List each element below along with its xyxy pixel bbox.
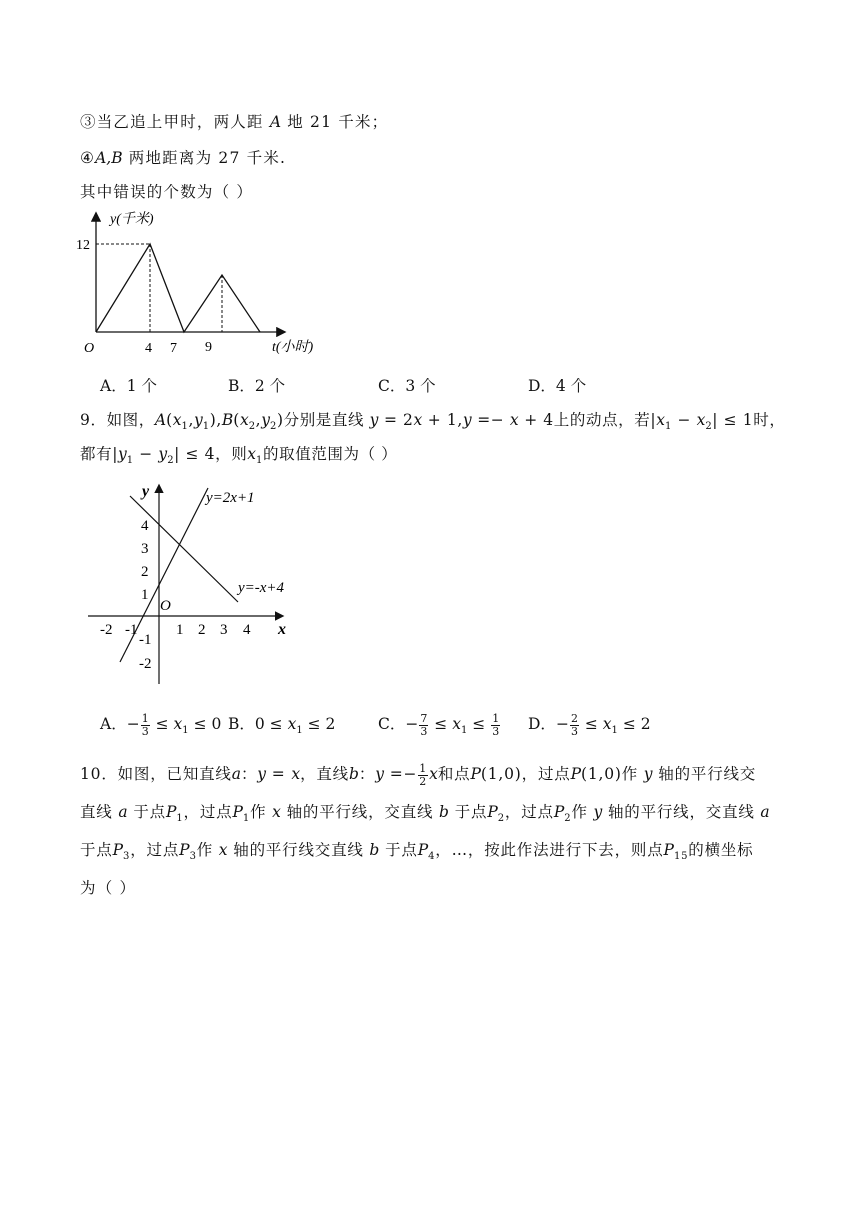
- q8-statement-3: ③当乙追上甲时，两人距 A 地 21 千米；: [80, 113, 389, 131]
- q9-option-d[interactable]: D．− $\frac{2}{3}$ ≤ $x_1 \le 2$: [528, 711, 651, 738]
- q8-x-label: t(小时): [272, 340, 314, 355]
- q8-option-a[interactable]: A．1 个: [100, 377, 157, 395]
- q8-origin: O: [84, 341, 95, 356]
- q9-x-tick-1: 1: [176, 622, 184, 638]
- q8-y-label: y(千米): [110, 212, 154, 227]
- q8-statement-4: ④A,B 两地距离为 27 千米.: [80, 149, 287, 167]
- q9-line-1: 9．如图，$A(x_1,y_1),B(x_2,y_2)$分别是直线 y = 2x + 1,y =− x + 4上的动点，若$|x_1 - x_2| \le 1$时，: [80, 411, 786, 433]
- q9-line-2: 都有$|y_1 - y_2| \le 4$，则$x_1$的取值范围为（ ）: [80, 445, 398, 467]
- q9-x-axis-label: x: [278, 621, 286, 638]
- q9-y-tick-neg2: -2: [139, 656, 152, 672]
- q9-x-tick-neg1: -1: [125, 622, 138, 638]
- q9-option-a[interactable]: A．− $\frac{1}{3}$ ≤ $x_1 \le 0$: [100, 711, 222, 738]
- q8-x-tick-4: 4: [145, 341, 152, 356]
- q8-option-d[interactable]: D．4 个: [528, 377, 587, 395]
- q9-origin: O: [160, 598, 171, 614]
- q8-x-tick-7: 7: [170, 341, 177, 356]
- q8-x-tick-9: 9: [205, 340, 212, 355]
- q10-line-1: 10．如图，已知直线a：y = x，直线b：y =− $\frac{1}{2}$ x和点P(1,0)，过点P(1,0)作 y 轴的平行线交: [80, 761, 757, 788]
- q9-option-b[interactable]: B．$0 \le x_1 \le 2$: [228, 715, 336, 737]
- q9-lines-graph: [82, 476, 312, 691]
- q10-line-3: 于点$P_3$，过点$P_3$作 x 轴的平行线交直线 b 于点$P_4$，…，按此作法进行下去，则点$P_{15}$的横坐标: [80, 841, 754, 863]
- q9-x-tick-neg2: -2: [100, 622, 113, 638]
- q9-label-line-2: y=-x+4: [238, 580, 285, 596]
- q10-line-4: 为（ ）: [80, 879, 137, 897]
- q10-line-2: 直线 a 于点$P_1$，过点$P_1$作 x 轴的平行线，交直线 b 于点$P_2$，过点$P_2$作 y 轴的平行线，交直线 a: [80, 803, 770, 825]
- q9-option-c[interactable]: C．− $\frac{7}{3}$ ≤ $x_1$ ≤ $\frac{1}{3}$: [378, 711, 500, 738]
- q8-option-c[interactable]: C．3 个: [378, 377, 436, 395]
- q9-x-tick-4: 4: [243, 622, 251, 638]
- q9-x-tick-3: 3: [220, 622, 228, 638]
- q9-y-axis-label: y: [142, 483, 150, 500]
- q9-x-tick-2: 2: [198, 622, 206, 638]
- q8-distance-time-graph: [72, 206, 332, 356]
- q9-label-line-1: y=2x+1: [206, 490, 255, 506]
- q8-y-tick-12: 12: [76, 238, 90, 253]
- q9-y-tick-3: 3: [141, 541, 149, 557]
- q9-y-tick-neg1: -1: [139, 632, 152, 648]
- q9-y-tick-2: 2: [141, 564, 149, 580]
- q8-question: 其中错误的个数为（ ）: [80, 183, 254, 201]
- q9-y-tick-1: 1: [141, 587, 149, 603]
- q8-option-b[interactable]: B．2 个: [228, 377, 286, 395]
- q9-y-tick-4: 4: [141, 518, 149, 534]
- q8-graph-line: [96, 244, 260, 332]
